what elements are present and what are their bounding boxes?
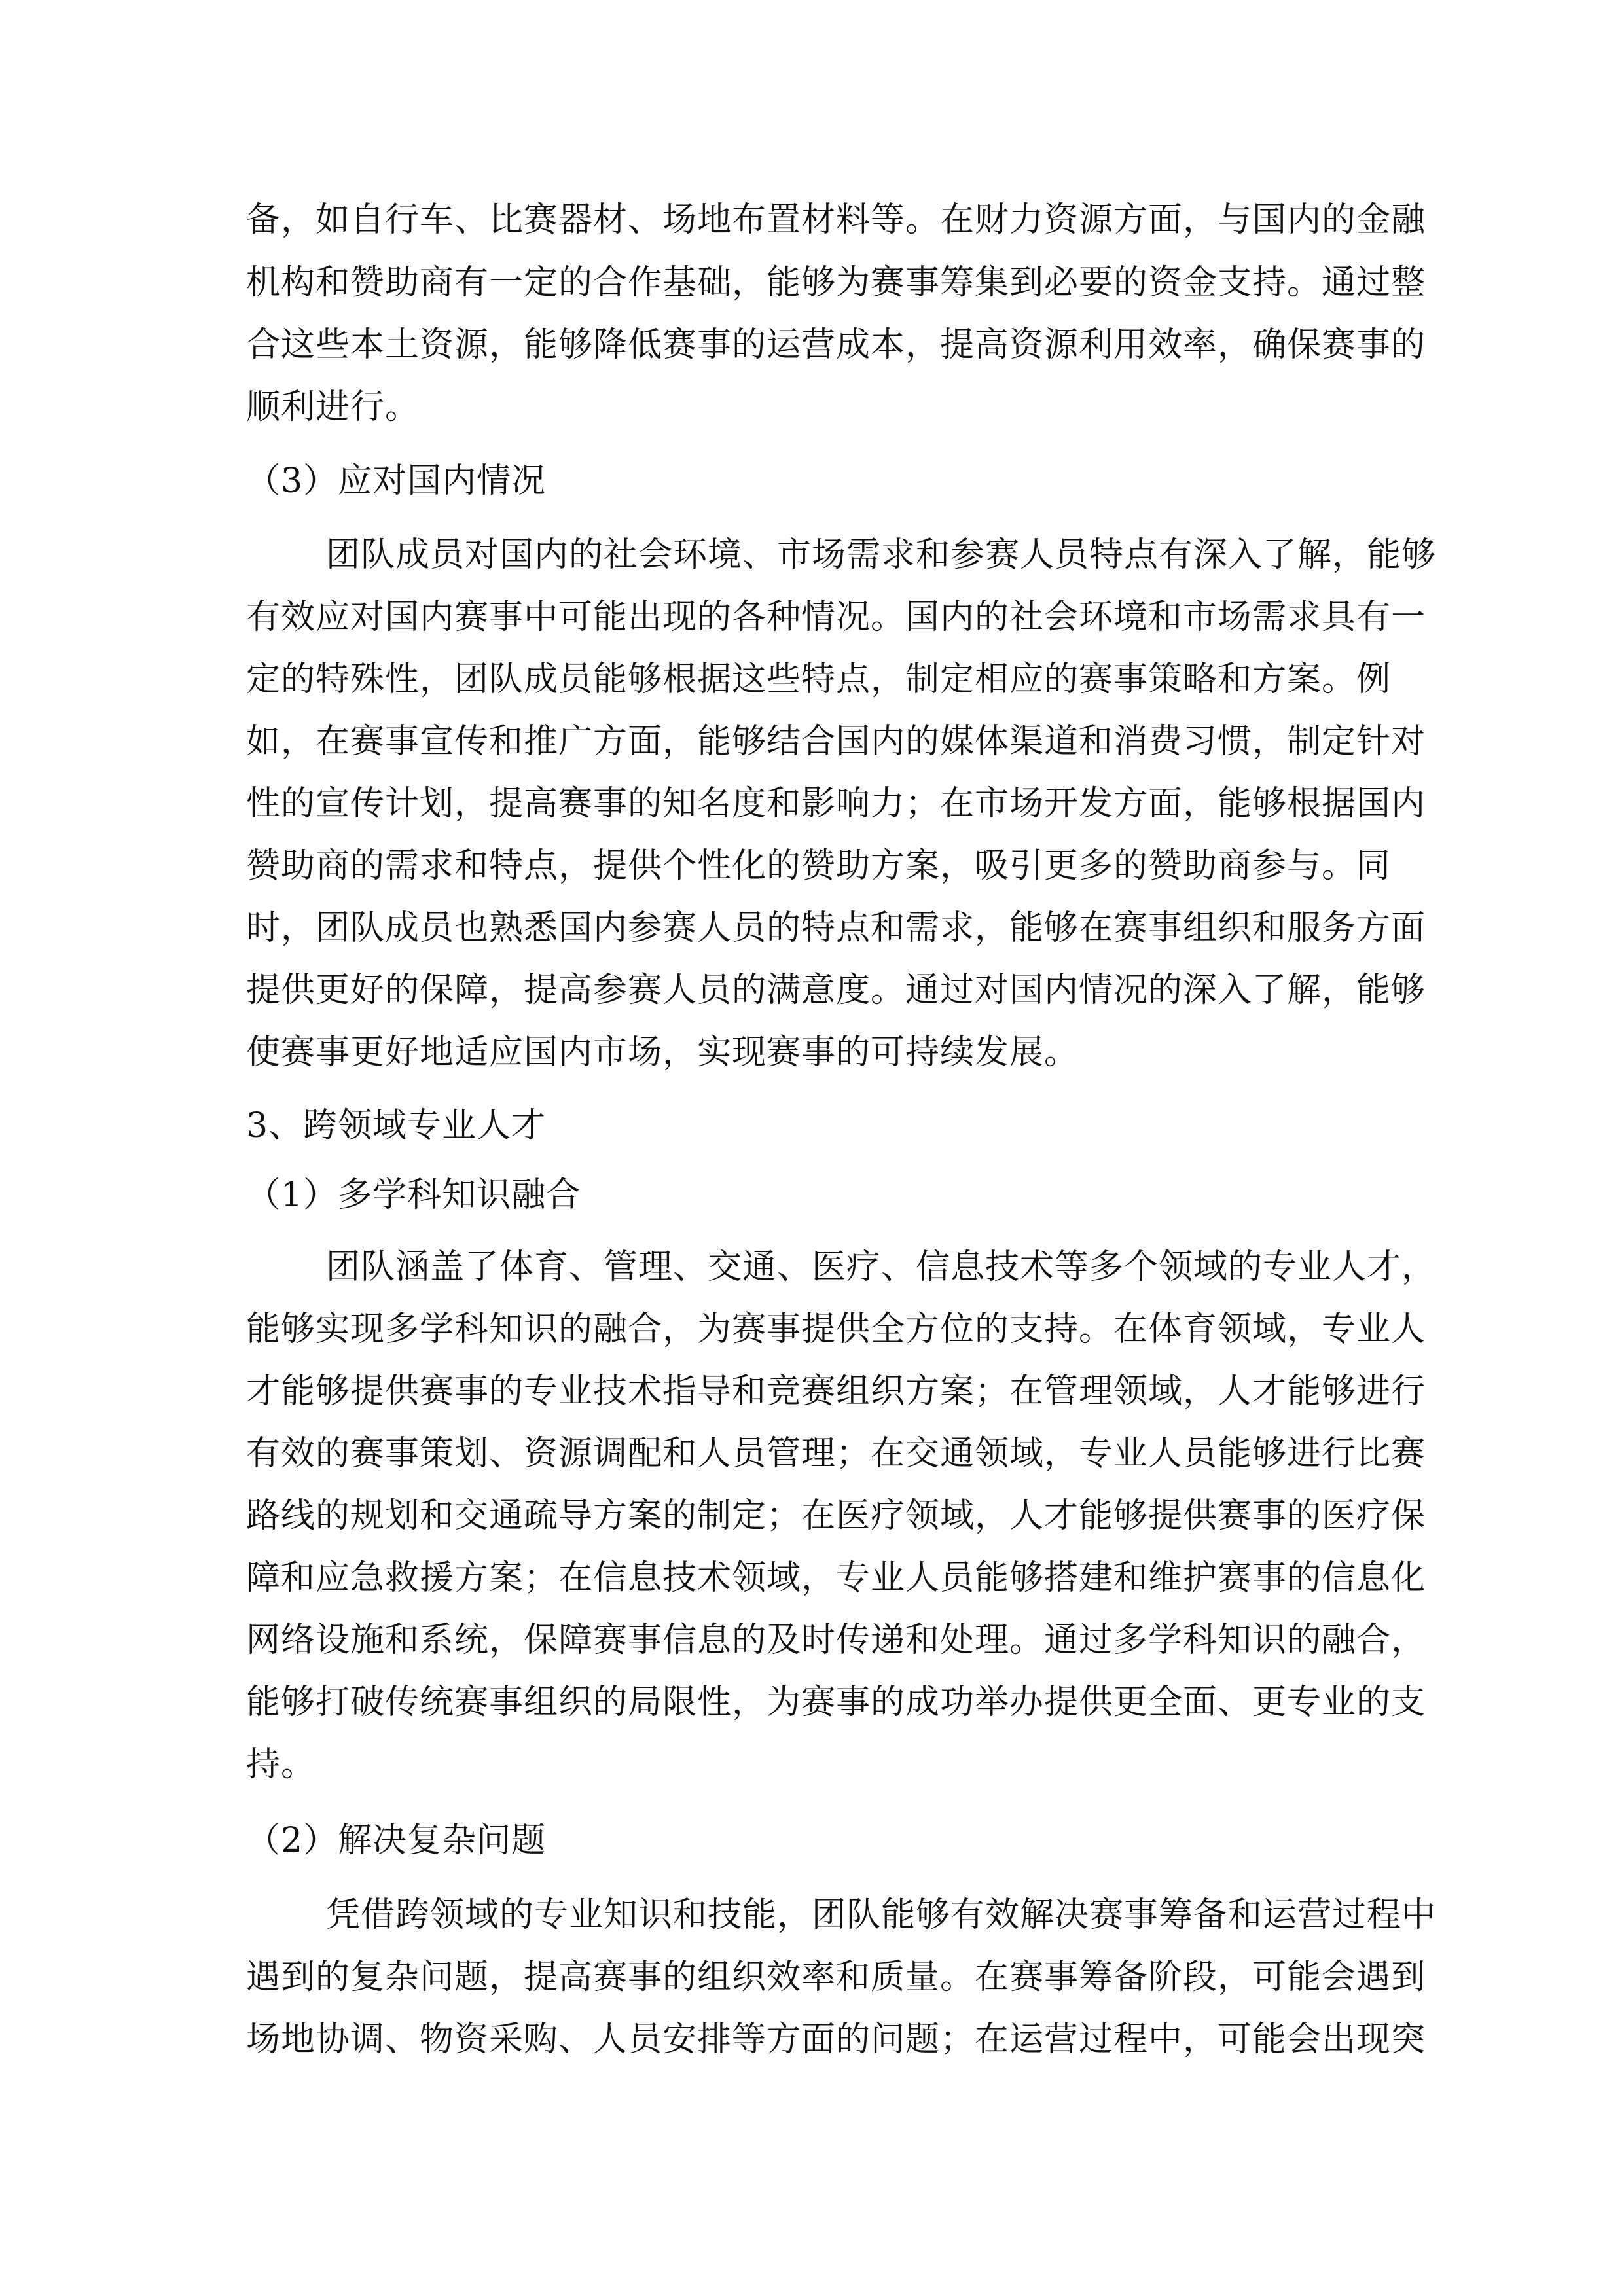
paragraph-line: 赞助商的需求和特点，提供个性化的赞助方案，吸引更多的赞助商参与。同	[246, 846, 1392, 886]
paragraph-line: 才能够提供赛事的专业技术指导和竞赛组织方案；在管理领域，人才能够进行	[246, 1372, 1426, 1411]
paragraph-line: 时，团队成员也熟悉国内参赛人员的特点和需求，能够在赛事组织和服务方面	[246, 908, 1426, 948]
paragraph-line: 合这些本土资源，能够降低赛事的运营成本，提高资源利用效率，确保赛事的	[246, 325, 1426, 365]
paragraph-line: 备，如自行车、比赛器材、场地布置材料等。在财力资源方面，与国内的金融	[246, 200, 1426, 240]
section-subheading: （1）多学科知识融合	[246, 1175, 581, 1215]
paragraph-line: 机构和赞助商有一定的合作基础，能够为赛事筹集到必要的资金支持。通过整	[246, 263, 1426, 302]
section-subheading: （2）解决复杂问题	[246, 1821, 547, 1860]
paragraph-line: 性的宣传计划，提高赛事的知名度和影响力；在市场开发方面，能够根据国内	[246, 784, 1426, 823]
paragraph-line: 能够打破传统赛事组织的局限性，为赛事的成功举办提供更全面、更专业的支	[246, 1683, 1426, 1722]
paragraph-line: 有效应对国内赛事中可能出现的各种情况。国内的社会环境和市场需求具有一	[246, 598, 1426, 637]
paragraph-line: 定的特殊性，团队成员能够根据这些特点，制定相应的赛事策略和方案。例	[246, 660, 1392, 699]
paragraph-line: 路线的规划和交通疏导方案的制定；在医疗领域，人才能够提供赛事的医疗保	[246, 1496, 1426, 1535]
paragraph-line: 团队成员对国内的社会环境、市场需求和参赛人员特点有深入了解，能够	[326, 535, 1437, 575]
paragraph-line: 遇到的复杂问题，提高赛事的组织效率和质量。在赛事筹备阶段，可能会遇到	[246, 1958, 1426, 1997]
paragraph-line: 网络设施和系统，保障赛事信息的及时传递和处理。通过多学科知识的融合，	[246, 1621, 1426, 1660]
paragraph-line: 团队涵盖了体育、管理、交通、医疗、信息技术等多个领域的专业人才，	[326, 1247, 1437, 1287]
paragraph-line: 持。	[246, 1745, 316, 1784]
section-subheading: （3）应对国内情况	[246, 461, 547, 501]
paragraph-line: 有效的赛事策划、资源调配和人员管理；在交通领域，专业人员能够进行比赛	[246, 1434, 1426, 1473]
paragraph-line: 提供更好的保障，提高参赛人员的满意度。通过对国内情况的深入了解，能够	[246, 971, 1426, 1010]
paragraph-line: 如，在赛事宣传和推广方面，能够结合国内的媒体渠道和消费习惯，制定针对	[246, 722, 1426, 761]
paragraph-line: 能够实现多学科知识的融合，为赛事提供全方位的支持。在体育领域，专业人	[246, 1310, 1426, 1349]
paragraph-line: 使赛事更好地适应国内市场，实现赛事的可持续发展。	[246, 1033, 1079, 1072]
paragraph-line: 顺利进行。	[246, 387, 420, 427]
paragraph-line: 凭借跨领域的专业知识和技能，团队能够有效解决赛事筹备和运营过程中	[326, 1895, 1437, 1935]
section-heading: 3、跨领域专业人才	[246, 1106, 547, 1145]
paragraph-line: 场地协调、物资采购、人员安排等方面的问题；在运营过程中，可能会出现突	[246, 2020, 1426, 2059]
paragraph-line: 障和应急救援方案；在信息技术领域，专业人员能够搭建和维护赛事的信息化	[246, 1558, 1426, 1598]
